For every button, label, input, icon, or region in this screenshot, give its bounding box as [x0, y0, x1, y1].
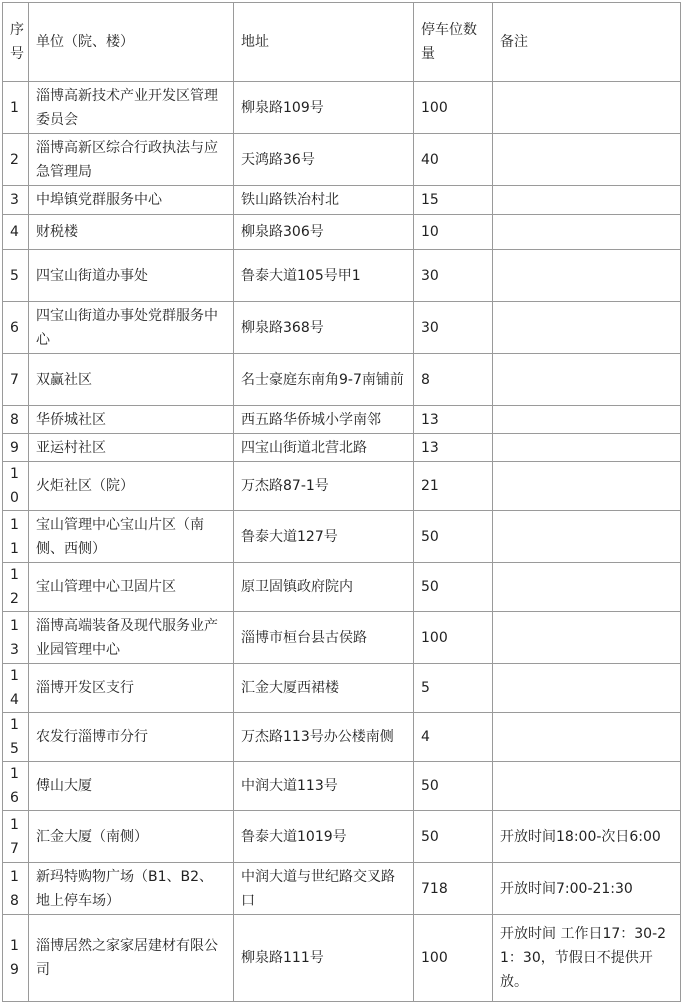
cell-unit: 淄博开发区支行: [29, 664, 234, 713]
cell-unit: 淄博高新技术产业开发区管理委员会: [29, 82, 234, 134]
cell-note: [493, 511, 681, 563]
table-row: [3, 664, 681, 713]
cell-no: 6: [3, 302, 29, 354]
cell-no: 19: [3, 915, 29, 1002]
parking-table: [2, 2, 681, 1002]
cell-address: 名士豪庭东南角9-7南铺前: [234, 354, 414, 406]
table-row: [3, 612, 681, 664]
cell-unit: 中埠镇党群服务中心: [29, 186, 234, 215]
cell-count: 4: [414, 713, 493, 762]
cell-note: [493, 713, 681, 762]
cell-count: 21: [414, 462, 493, 511]
cell-address: 四宝山街道北营北路: [234, 434, 414, 462]
cell-count: 718: [414, 863, 493, 915]
cell-unit: 四宝山街道办事处党群服务中心: [29, 302, 234, 354]
cell-address: 天鸿路36号: [234, 134, 414, 186]
cell-no: 15: [3, 713, 29, 762]
table-row: [3, 811, 681, 863]
cell-count: 30: [414, 250, 493, 302]
cell-unit: 宝山管理中心宝山片区（南侧、西侧）: [29, 511, 234, 563]
cell-address: 鲁泰大道1019号: [234, 811, 414, 863]
table-row: [3, 915, 681, 1002]
cell-address: 西五路华侨城小学南邻: [234, 406, 414, 434]
cell-unit: 傅山大厦: [29, 762, 234, 811]
cell-note: [493, 215, 681, 250]
table-row: [3, 186, 681, 215]
cell-note: 开放时间 工作日17：30-21：30，节假日不提供开放。: [493, 915, 681, 1002]
cell-no: 3: [3, 186, 29, 215]
cell-unit: 汇金大厦（南侧）: [29, 811, 234, 863]
cell-unit: 淄博高端装备及现代服务业产业园管理中心: [29, 612, 234, 664]
cell-unit: 双赢社区: [29, 354, 234, 406]
cell-count: 30: [414, 302, 493, 354]
cell-unit: 亚运村社区: [29, 434, 234, 462]
table-row: [3, 250, 681, 302]
cell-note: [493, 406, 681, 434]
table-row: [3, 406, 681, 434]
cell-address: 铁山路铁冶村北: [234, 186, 414, 215]
cell-unit: 宝山管理中心卫固片区: [29, 563, 234, 612]
header-unit: 单位（院、楼）: [29, 3, 234, 82]
cell-note: [493, 354, 681, 406]
cell-note: [493, 612, 681, 664]
cell-no: 11: [3, 511, 29, 563]
cell-no: 4: [3, 215, 29, 250]
cell-count: 100: [414, 612, 493, 664]
table-header-row: [3, 3, 681, 82]
cell-no: 9: [3, 434, 29, 462]
table-row: [3, 462, 681, 511]
cell-address: 柳泉路368号: [234, 302, 414, 354]
cell-count: 50: [414, 762, 493, 811]
cell-unit: 农发行淄博市分行: [29, 713, 234, 762]
cell-address: 万杰路113号办公楼南侧: [234, 713, 414, 762]
cell-unit: 淄博居然之家家居建材有限公司: [29, 915, 234, 1002]
header-address: 地址: [234, 3, 414, 82]
cell-no: 12: [3, 563, 29, 612]
cell-no: 17: [3, 811, 29, 863]
header-no: 序号: [3, 3, 29, 82]
table-row: [3, 302, 681, 354]
cell-address: 柳泉路111号: [234, 915, 414, 1002]
cell-no: 16: [3, 762, 29, 811]
cell-unit: 财税楼: [29, 215, 234, 250]
cell-note: 开放时间18:00-次日6:00: [493, 811, 681, 863]
cell-no: 2: [3, 134, 29, 186]
cell-count: 40: [414, 134, 493, 186]
cell-note: [493, 82, 681, 134]
cell-no: 10: [3, 462, 29, 511]
cell-address: 柳泉路109号: [234, 82, 414, 134]
cell-count: 15: [414, 186, 493, 215]
cell-no: 8: [3, 406, 29, 434]
cell-address: 万杰路87-1号: [234, 462, 414, 511]
cell-count: 8: [414, 354, 493, 406]
cell-address: 中润大道113号: [234, 762, 414, 811]
cell-count: 5: [414, 664, 493, 713]
table-row: [3, 563, 681, 612]
cell-unit: 火炬社区（院）: [29, 462, 234, 511]
cell-address: 汇金大厦西裙楼: [234, 664, 414, 713]
cell-count: 100: [414, 915, 493, 1002]
cell-unit: 新玛特购物广场（B1、B2、地上停车场）: [29, 863, 234, 915]
cell-count: 10: [414, 215, 493, 250]
cell-address: 原卫固镇政府院内: [234, 563, 414, 612]
cell-note: [493, 250, 681, 302]
cell-no: 18: [3, 863, 29, 915]
cell-unit: 四宝山街道办事处: [29, 250, 234, 302]
cell-note: [493, 762, 681, 811]
cell-count: 50: [414, 811, 493, 863]
table-row: [3, 863, 681, 915]
cell-note: [493, 134, 681, 186]
cell-unit: 淄博高新区综合行政执法与应急管理局: [29, 134, 234, 186]
cell-count: 13: [414, 434, 493, 462]
table-row: [3, 713, 681, 762]
cell-count: 13: [414, 406, 493, 434]
table-row: [3, 354, 681, 406]
cell-no: 7: [3, 354, 29, 406]
cell-note: 开放时间7:00-21:30: [493, 863, 681, 915]
header-count: 停车位数量: [414, 3, 493, 82]
table-row: [3, 215, 681, 250]
table-row: [3, 434, 681, 462]
cell-address: 柳泉路306号: [234, 215, 414, 250]
cell-note: [493, 462, 681, 511]
cell-no: 1: [3, 82, 29, 134]
table-row: [3, 82, 681, 134]
cell-note: [493, 186, 681, 215]
table-row: [3, 762, 681, 811]
cell-address: 中润大道与世纪路交叉路口: [234, 863, 414, 915]
cell-no: 14: [3, 664, 29, 713]
cell-note: [493, 563, 681, 612]
cell-count: 50: [414, 511, 493, 563]
cell-count: 100: [414, 82, 493, 134]
cell-note: [493, 664, 681, 713]
cell-note: [493, 302, 681, 354]
header-note: 备注: [493, 3, 681, 82]
cell-count: 50: [414, 563, 493, 612]
cell-note: [493, 434, 681, 462]
cell-unit: 华侨城社区: [29, 406, 234, 434]
table-row: [3, 511, 681, 563]
cell-no: 13: [3, 612, 29, 664]
cell-address: 鲁泰大道105号甲1: [234, 250, 414, 302]
table-row: [3, 134, 681, 186]
cell-no: 5: [3, 250, 29, 302]
cell-address: 淄博市桓台县古侯路: [234, 612, 414, 664]
cell-address: 鲁泰大道127号: [234, 511, 414, 563]
